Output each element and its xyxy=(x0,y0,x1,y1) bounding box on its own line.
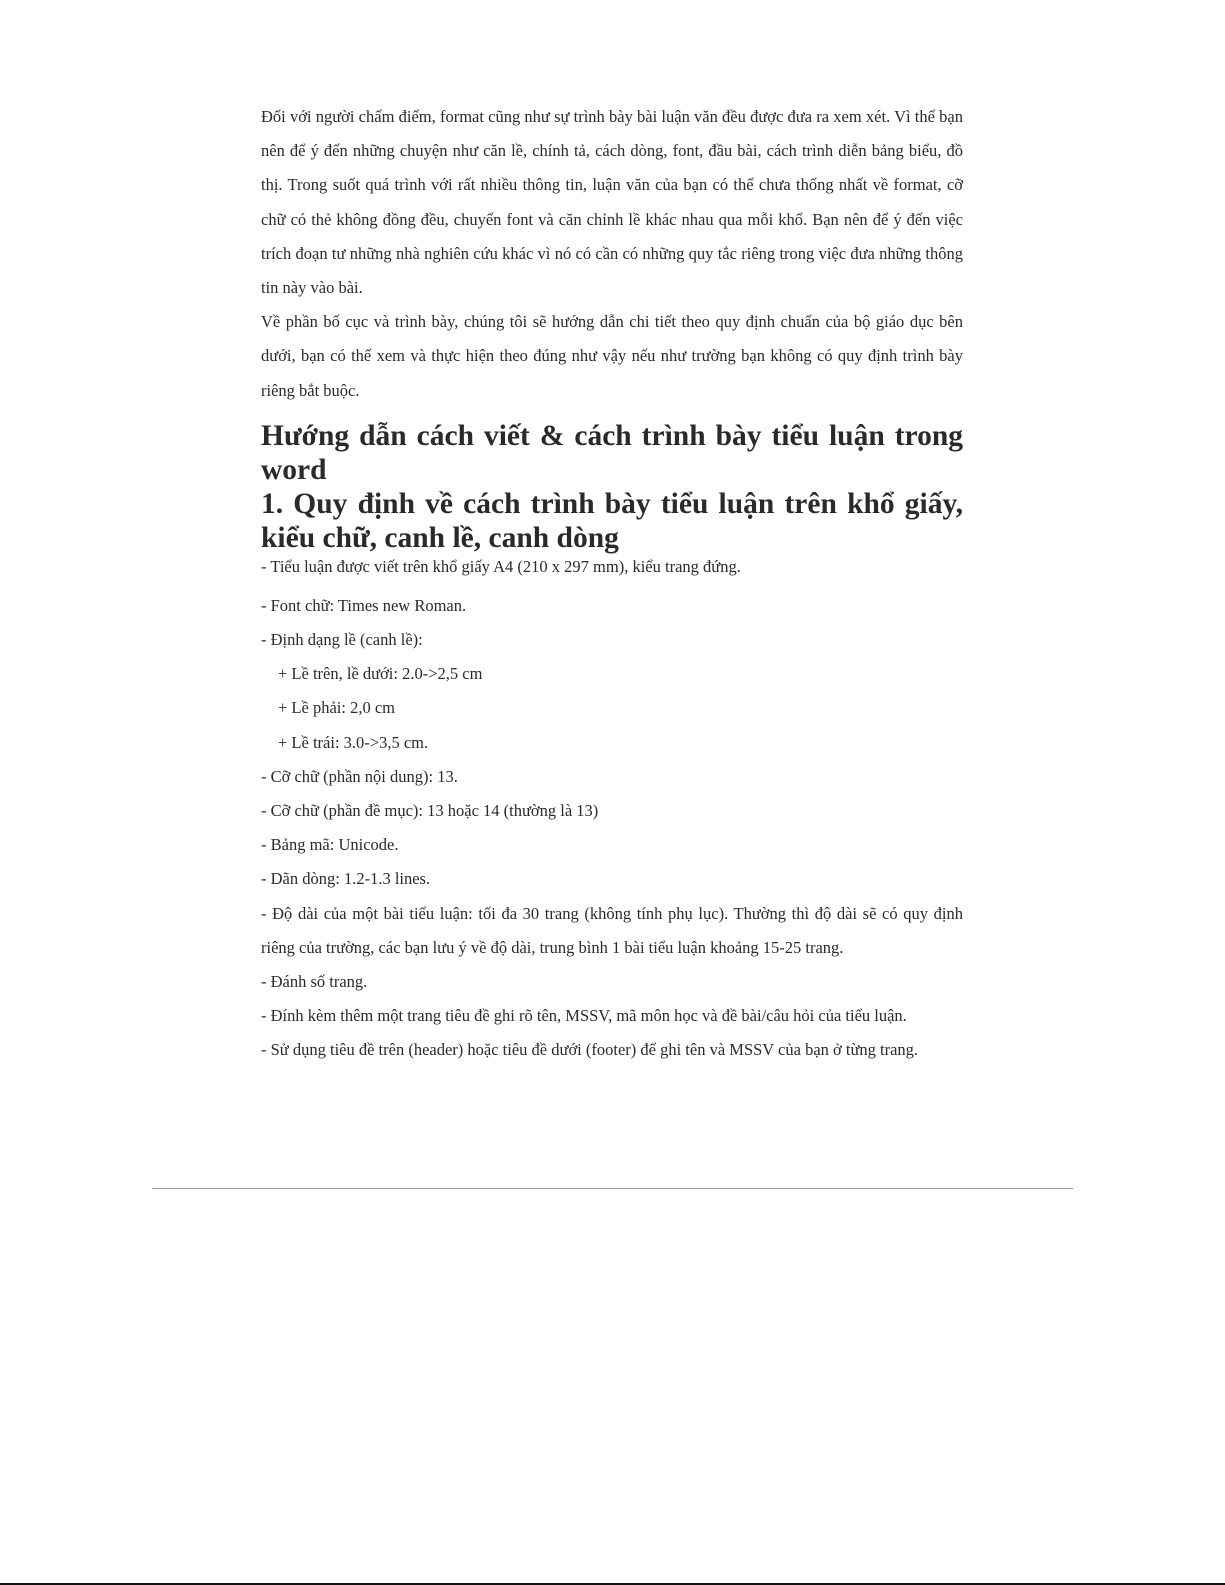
rule-page-numbers: - Đánh số trang. xyxy=(261,972,368,992)
document-content xyxy=(261,100,963,1068)
rule-line-spacing: - Dãn dòng: 1.2-1.3 lines. xyxy=(261,869,431,889)
rule-margin-left: + Lề trái: 3.0->3,5 cm. xyxy=(278,732,429,752)
intro-paragraph-1: Đối với người chấm điểm, format cũng như sự trình bày bài luận văn đều được đưa ra xem xét. Vì thế bạn nên để ý đến những chuyện như căn lề, chính tả, cách dòng, font, đầu bài, cách trình diễn bảng biểu, đồ thị. Trong suốt quá trình với rất nhiều thông tin, luận văn của bạn có thể chưa thống nhất về format, cỡ chữ có thẻ không đồng đều, chuyển font và căn chỉnh lề khác nhau qua mỗi khổ. Bạn nên để ý đến việc trích đoạn tư những nhà nghiên cứu khác vì nó có cần có những quy tắc riêng trong việc đưa những thông tin này vào bài. xyxy=(261,107,963,298)
page-divider xyxy=(152,1188,1073,1189)
rule-margin-top-bottom: + Lề trên, lề dưới: 2.0->2,5 cm xyxy=(278,664,483,684)
rule-length: - Độ dài của một bài tiểu luận: tối đa 30 trang (không tính phụ lục). Thường thì độ dài sẽ có quy định riêng của trường, các bạn lưu ý về độ dài, trung bình 1 bài tiểu luận khoảng 15-25 trang. xyxy=(261,903,963,957)
rule-paper-size: - Tiểu luận được viết trên khổ giấy A4 (210 x 297 mm), kiểu trang đứng. xyxy=(261,556,741,576)
rule-encoding: - Bảng mã: Unicode. xyxy=(261,835,399,855)
rule-heading-font-size: - Cỡ chữ (phần đề mục): 13 hoặc 14 (thường là 13) xyxy=(261,801,599,821)
rule-margin-right: + Lề phải: 2,0 cm xyxy=(278,698,395,718)
rule-title-page: - Đính kèm thêm một trang tiêu đề ghi rõ tên, MSSV, mã môn học và đề bài/câu hỏi của tiểu luận. xyxy=(261,1006,907,1026)
formatting-rules-list xyxy=(261,555,963,1068)
section-heading-1: 1. Quy định về cách trình bày tiểu luận trên khổ giấy, kiểu chữ, canh lề, canh dòng xyxy=(261,487,963,554)
rule-margins: - Định dạng lề (canh lề): xyxy=(261,630,423,650)
intro-paragraph-2: Về phần bố cục và trình bày, chúng tôi sẽ hướng dẫn chi tiết theo quy định chuẩn của bộ giáo dục bên dưới, bạn có thể xem và thực hiện theo đúng như vậy nếu như trường bạn không có quy định trình bày riêng bắt buộc. xyxy=(261,312,963,400)
rule-font: - Font chữ: Times new Roman. xyxy=(261,595,467,615)
rule-header-footer: - Sử dụng tiêu đề trên (header) hoặc tiêu đề dưới (footer) để ghi tên và MSSV của bạn ở từng trang. xyxy=(261,1040,919,1060)
main-heading: Hướng dẫn cách viết & cách trình bày tiểu luận trong word xyxy=(261,419,963,486)
rule-body-font-size: - Cỡ chữ (phần nội dung): 13. xyxy=(261,766,458,786)
